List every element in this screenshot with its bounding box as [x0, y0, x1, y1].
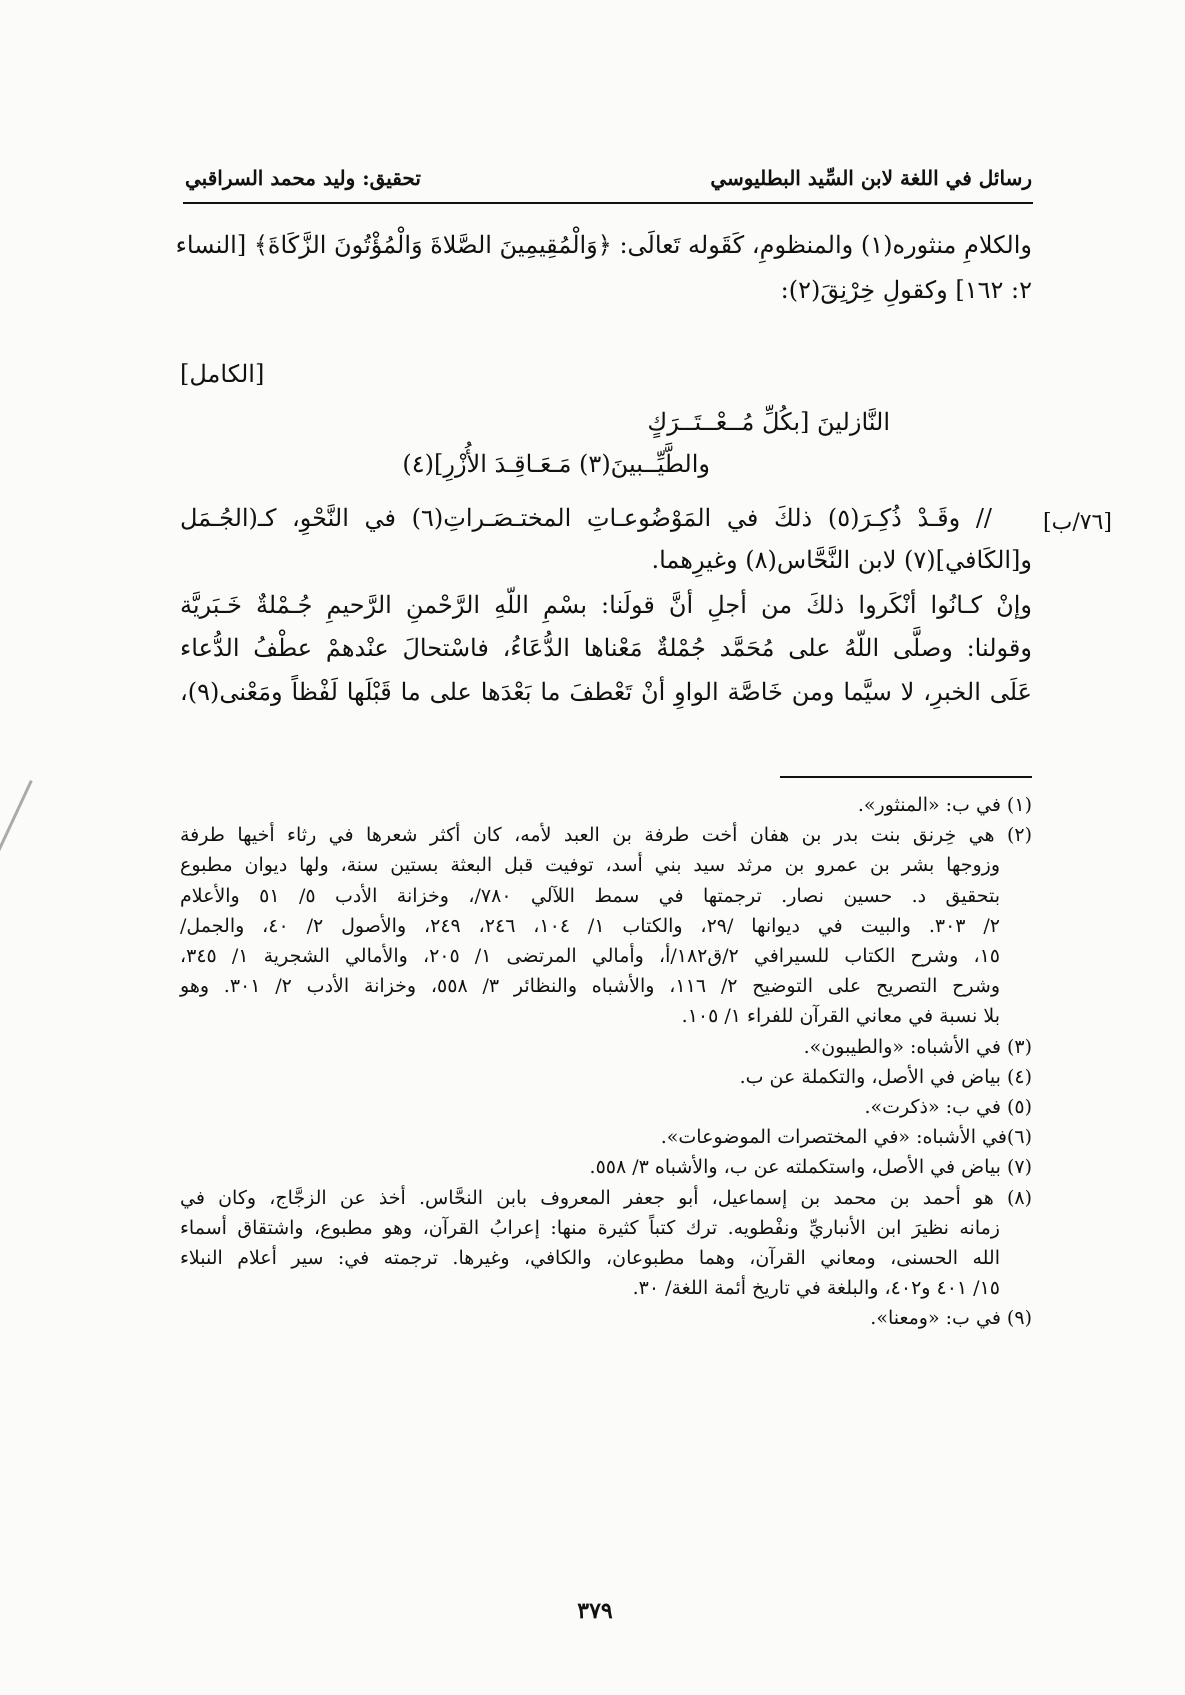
footnote-line: (٥) في ب: «ذكرت».	[864, 1096, 1032, 1118]
footnote-line: ٢/ ٣٠٣. والبيت في ديوانها /٢٩، والكتاب ١/ ١٠٤، ٢٤٦، ٢٤٩، والأصول ٢/ ٤٠، والجمل/	[180, 914, 1001, 937]
footnote-line: (٧) بياض في الأصل، واستكملته عن ب، والأشباه ٣/ ٥٥٨.	[589, 1156, 1032, 1179]
page-number: ٣٧٩	[577, 1598, 613, 1624]
manuscript-folio-reference: [٧٦/ب]	[1043, 510, 1112, 535]
body-line: عَلَى الخبرِ، لا سيَّما ومن خَاصَّة الواوِ أنْ تَعْطفَ ما بَعْدَها على ما قَبْلَها لَفْظاً ومَعْنى(٩)،	[180, 678, 1032, 706]
verse-hemistich-second: والطَّيِّــبينَ(٣) مَـعَـاقِـدَ الأُزْرِ](٤)	[402, 450, 710, 478]
footnote-line: بتحقيق د. حسين نصار. ترجمتها في سمط اللآلي ٧٨٠/، وخزانة الأدب ٥/ ٥١ والأعلام	[180, 884, 1000, 907]
footnote-line: زمانه نظيرَ ابن الأنباريِّ ونفْطويه. ترك كتباً كثيرة منها: إعرابُ القرآن، وهو مطبوع، واشتقاق أسماء	[180, 1216, 1000, 1239]
poetic-meter-label: [الكامل]	[180, 360, 265, 388]
running-header-editor: تحقيق: وليد محمد السراقبي	[185, 166, 421, 190]
footnote-line: وزوجها بشر بن عمرو بن مرثد سيد بني أسد، توفيت قبل البعثة بستين سنة، ولها ديوان مطبوع	[180, 854, 1000, 877]
footnote-line: وشرح التصريح على التوضيح ٢/ ١١٦، والأشباه والنظائر ٣/ ٥٥٨، وخزانة الأدب ٢/ ٣٠١. وهو	[180, 975, 1000, 998]
footnote-divider	[780, 776, 1032, 778]
footnote-line: (٢) هي خِرنق بنت بدر بن هفان أخت طرفة بن العبد لأمه، كان أكثر شعرها في رثاء أخيها طرفة	[180, 824, 1032, 847]
footnote-line: الله الحسنى، ومعاني القرآن، وهما مطبوعان، والكافي، وغيرها. ترجمته في: سير أعلام النبلاء	[180, 1247, 1000, 1269]
footnote-line: (١) في ب: «المنثور».	[857, 794, 1032, 816]
body-line: و[الكَافي](٧) لابن النَّحَّاس(٨) وغيرِهما.	[651, 546, 1032, 574]
body-line: وقولنا: وصلَّى اللّهُ على مُحَمَّد جُمْلةٌ مَعْناها الدُّعَاءُ، فاسْتحالَ عنْدهمْ عطْفُ الدُّعاء	[180, 634, 1032, 662]
body-line: // وقَـدْ ذُكِـرَ(٥) ذلكَ في المَوْضُوعـاتِ المختـصَـراتِ(٦) في النَّحْوِ، كـ(الجُـمَل	[180, 504, 993, 532]
body-line: والكلامِ منثوره(١) والمنظومِ، كَقَوله تَعالَى: ﴿وَالْمُقِيمِينَ الصَّلاةَ وَالْمُؤْتُونَ الزَّكَاةَ﴾ [النساء	[175, 231, 1032, 259]
header-divider	[183, 202, 1033, 204]
footnote-line: (٤) بياض في الأصل، والتكملة عن ب.	[739, 1065, 1032, 1088]
footnote-line: (٦)في الأشباه: «في المختصرات الموضوعات».	[660, 1126, 1032, 1149]
footnote-line: (٨) هو أحمد بن محمد بن إسماعيل، أبو جعفر المعروف بابن النحَّاس. أخذ عن الزجَّاج، وكان في	[180, 1186, 1032, 1209]
footnote-line: ١٥، وشرح الكتاب للسيرافي ٢/ق١٨٢/أ، وأمالي المرتضى ١/ ٢٠٥، والأمالي الشجرية ١/ ٣٤٥،	[180, 945, 1000, 967]
scan-margin-mark	[0, 780, 33, 863]
verse-hemistich-first: النَّازلينَ [بكُلِّ مُــعْــتَــرَكٍ	[647, 408, 890, 436]
footnote-line: بلا نسبة في معاني القرآن للفراء ١/ ١٠٥.	[681, 1005, 1000, 1028]
body-line: ٢: ١٦٢] وكقولِ خِرْنِقَ(٢):	[780, 276, 1032, 304]
footnote-line: ١٥/ ٤٠١ و٤٠٢، والبلغة في تاريخ أئمة اللغة/ ٣٠.	[632, 1277, 1000, 1300]
footnote-line: (٣) في الأشباه: «والطيبون».	[803, 1035, 1032, 1058]
footnote-line: (٩) في ب: «ومعنا».	[870, 1307, 1032, 1330]
body-line: وإنْ كـانُوا أنْكَروا ذلكَ من أجلِ أنَّ قولَنا: بسْمِ اللّهِ الرَّحْمنِ الرَّحيمِ جُـمْلةٌ خَـبَريَّة	[180, 591, 1033, 619]
running-header-title: رسائل في اللغة لابن السِّيد البطليوسي	[710, 166, 1032, 190]
